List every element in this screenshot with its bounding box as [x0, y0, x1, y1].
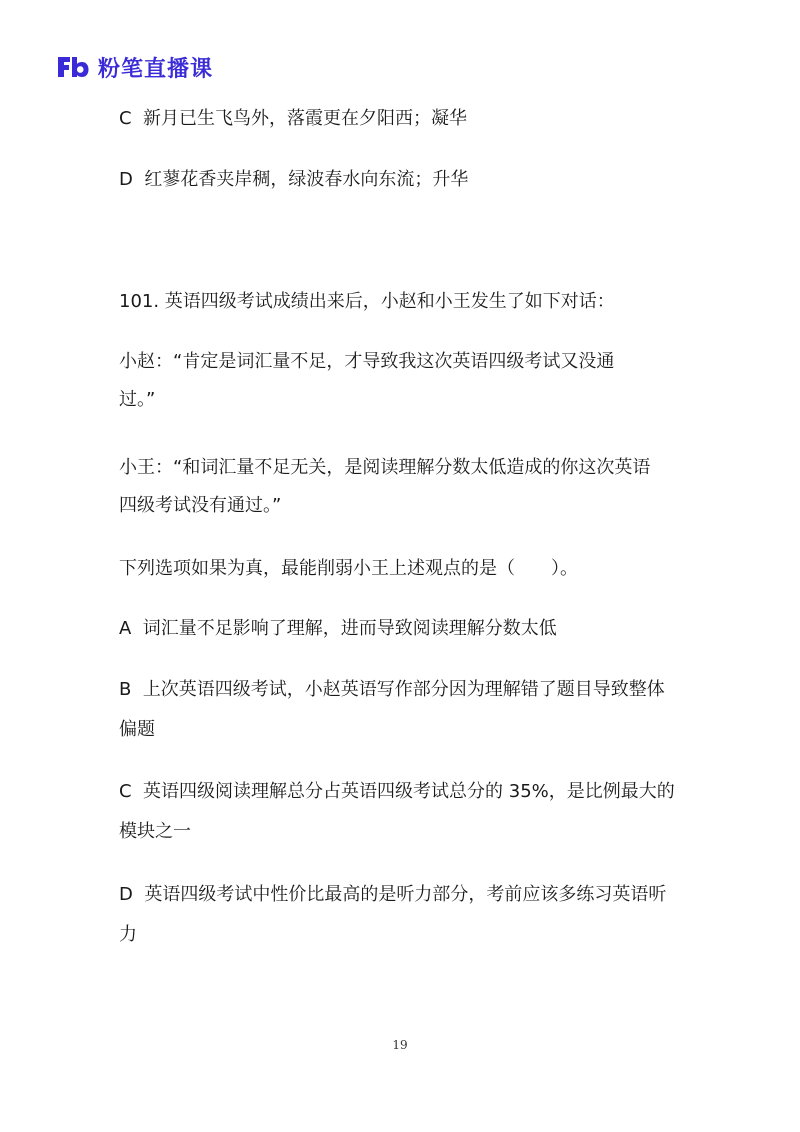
dialogue-wang-line1: 小王：“和词汇量不足无关，是阅读理解分数太低造成的你这次英语 — [119, 457, 651, 478]
page-number: 19 — [392, 1038, 408, 1052]
option-c-continued: 模块之一 — [119, 821, 191, 842]
prev-option-c — [119, 107, 467, 131]
option-b — [119, 678, 665, 702]
option-text: 英语四级考试中性价比最高的是听力部分，考前应该多练习英语听 — [144, 884, 667, 905]
option-letter: B — [119, 679, 132, 700]
option-letter: D — [119, 169, 133, 190]
dialogue-zhao-line2: 过。” — [119, 389, 156, 410]
option-letter: D — [119, 884, 133, 905]
option-d-continued: 力 — [119, 924, 137, 945]
option-text: 新月已生飞鸟外，落霞更在夕阳西；凝华 — [143, 108, 468, 129]
prev-option-d — [119, 168, 468, 192]
option-b-continued: 偏题 — [119, 719, 155, 740]
option-letter: C — [119, 108, 132, 129]
option-text: 上次英语四级考试，小赵英语写作部分因为理解错了题目导致整体 — [142, 679, 665, 700]
option-c — [119, 780, 675, 804]
option-d — [119, 883, 666, 907]
option-text: 词汇量不足影响了理解，进而导致阅读理解分数太低 — [142, 618, 557, 639]
question-prompt: 下列选项如果为真，最能削弱小王上述观点的是（ ）。 — [119, 558, 578, 579]
dialogue-zhao-line1: 小赵：“肯定是词汇量不足，才导致我这次英语四级考试又没通 — [119, 351, 615, 372]
option-a — [119, 617, 557, 641]
option-text: 红蓼花香夹岸稠，绿波春水向东流；升华 — [144, 169, 469, 190]
brand-name: 粉笔直播课 — [98, 56, 214, 82]
option-text: 英语四级阅读理解总分占英语四级考试总分的 35%，是比例最大的 — [143, 781, 675, 802]
brand-header — [56, 52, 213, 82]
option-letter: C — [119, 781, 132, 802]
fenbi-logo-icon — [56, 54, 90, 80]
option-letter: A — [119, 618, 132, 639]
question-stem: 101. 英语四级考试成绩出来后，小赵和小王发生了如下对话： — [119, 291, 615, 312]
dialogue-wang-line2: 四级考试没有通过。” — [119, 495, 282, 516]
